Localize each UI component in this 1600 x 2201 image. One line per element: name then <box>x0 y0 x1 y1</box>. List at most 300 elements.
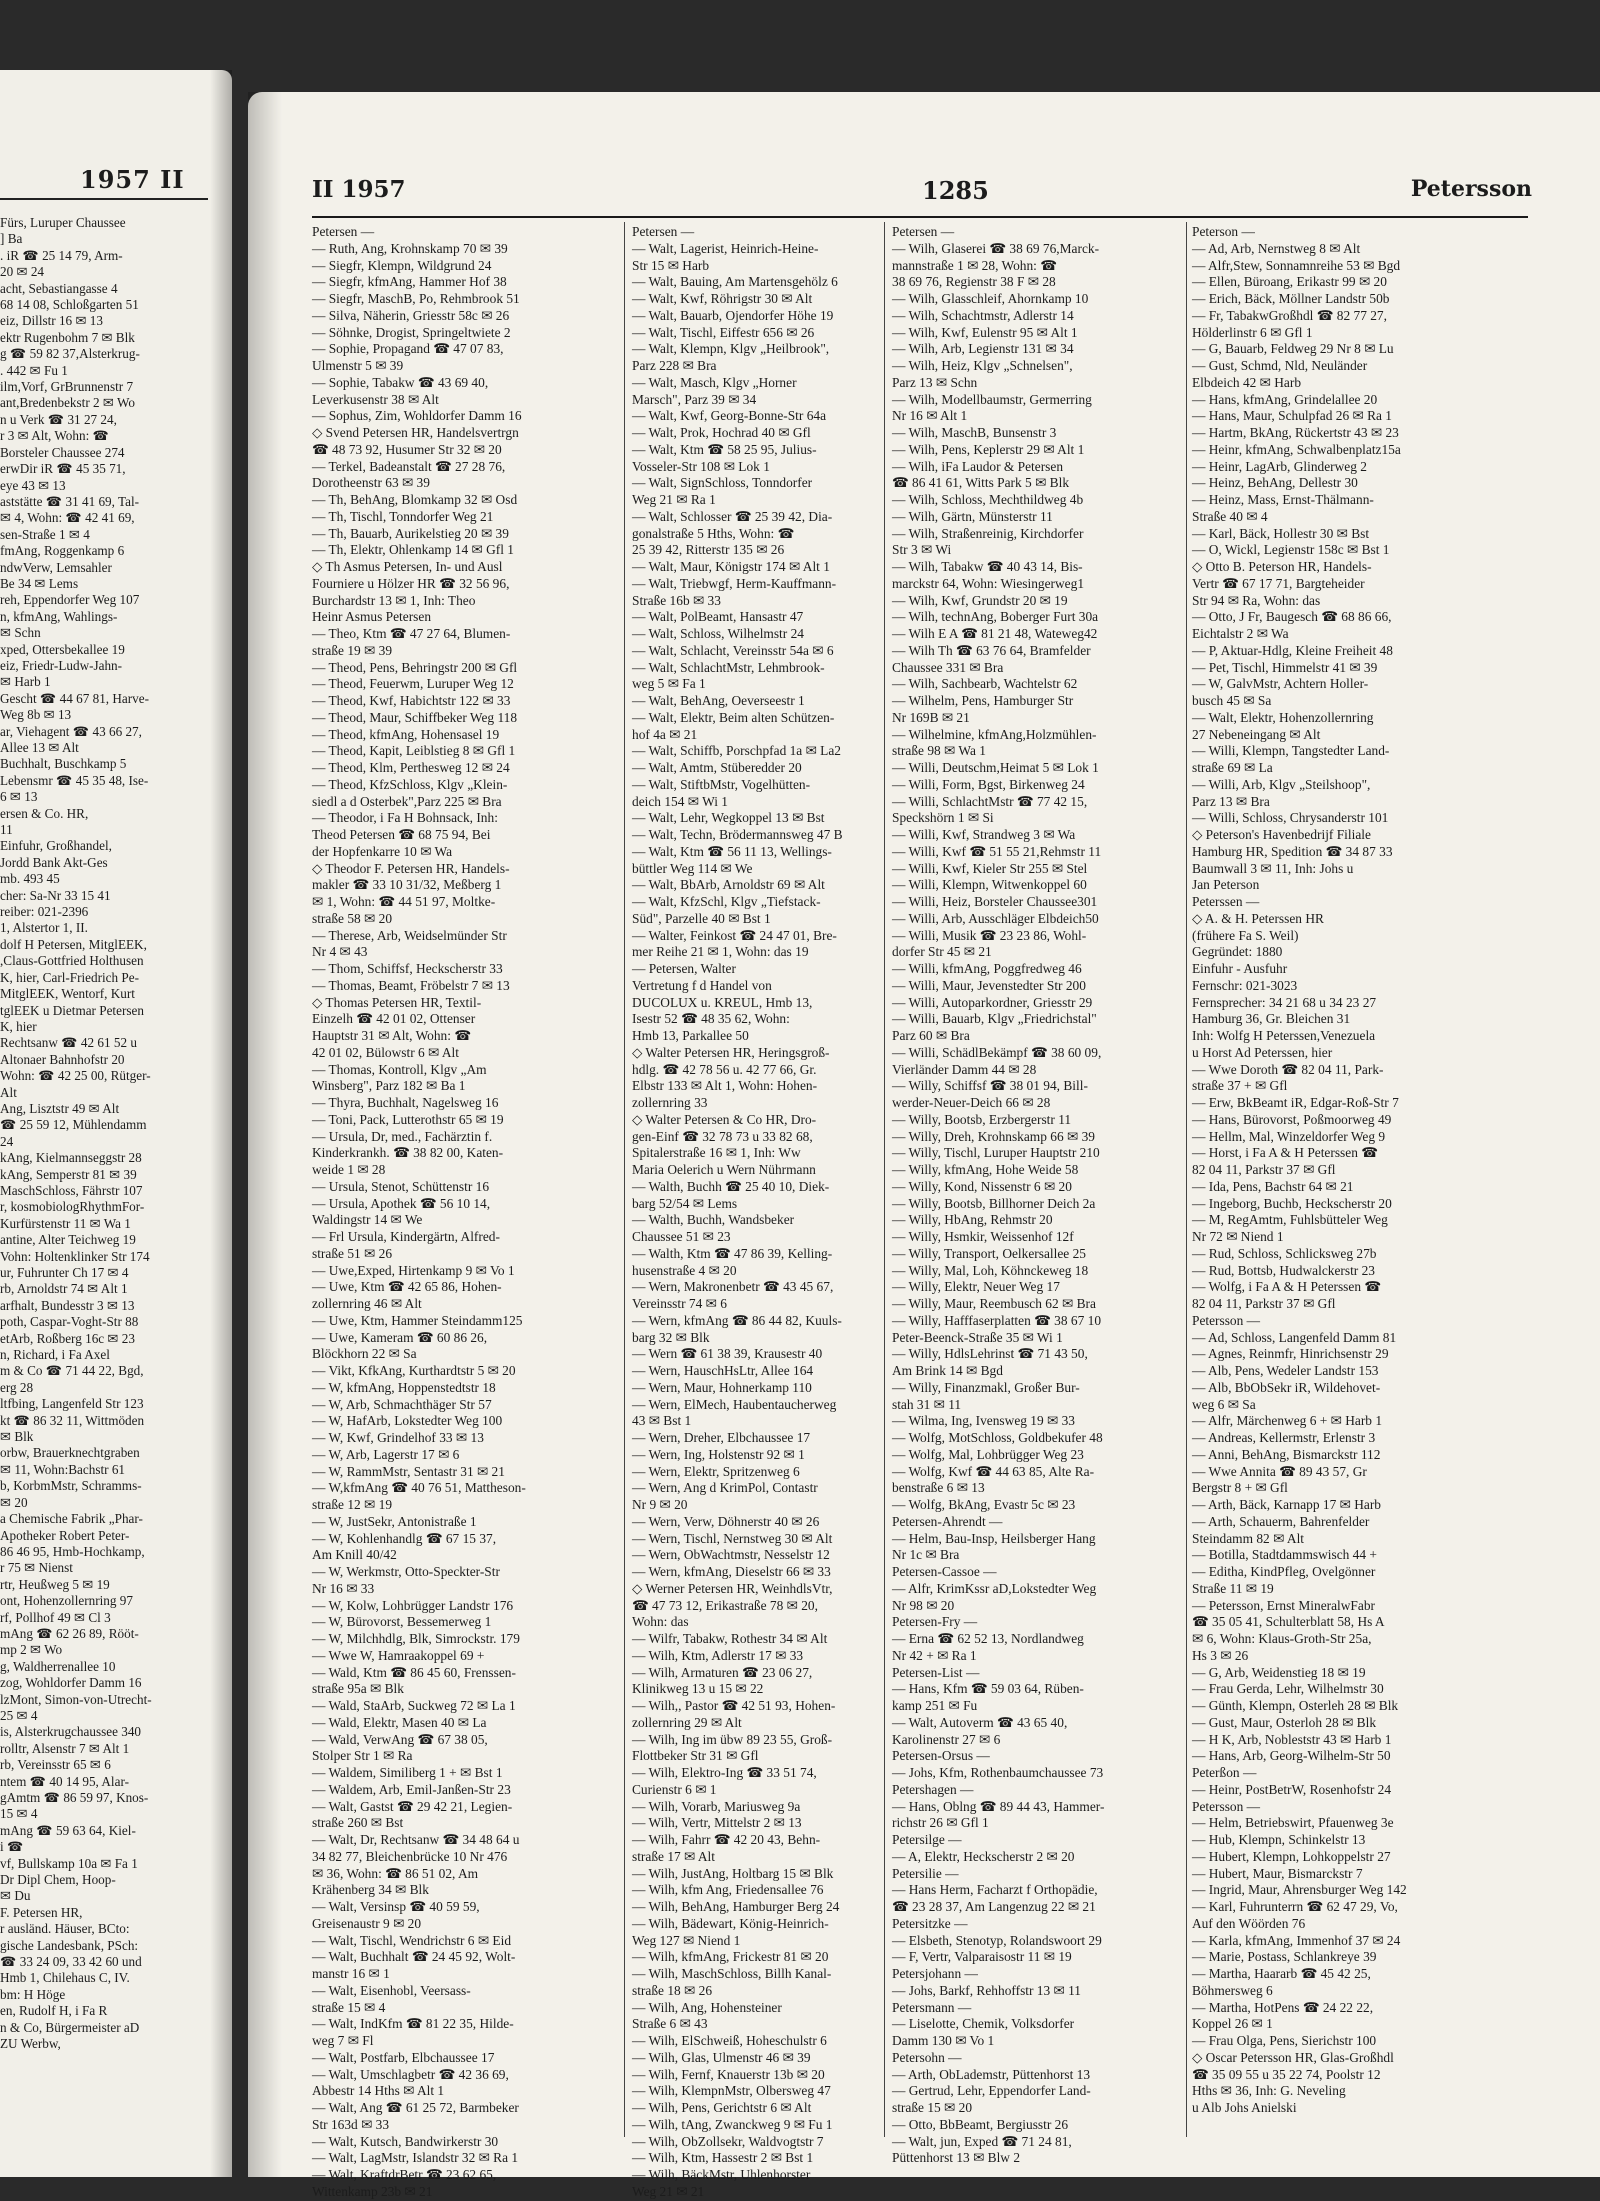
directory-entry-line: — Walt, Techn, Brödermannsweg 47 B <box>632 827 843 842</box>
directory-entry-line: b, KorbmMstr, Schramms- <box>0 1478 142 1494</box>
directory-entry-line: — Wilh, Armaturen ☎ 23 06 27, <box>632 1664 813 1680</box>
directory-entry-line: Parz 60 ✉ Bra <box>892 1028 970 1043</box>
directory-entry-line: der Hopfenkarre 10 ✉ Wa <box>312 843 453 859</box>
directory-entry-line: ZU Werbw, <box>0 2036 61 2052</box>
directory-entry-line: Petersson — <box>1192 1798 1261 1814</box>
directory-entry-line: ✉ 20 <box>0 1494 28 1510</box>
directory-entry-line: Petersen — <box>632 224 695 239</box>
directory-entry-line: n, Richard, i Fa Axel <box>0 1347 110 1363</box>
directory-entry-line: — Walt, Prok, Hochrad 40 ✉ Gfl <box>632 425 811 440</box>
directory-entry-line: Fernschr: 021-3023 <box>1192 977 1298 993</box>
directory-entry-line: — Theodor, i Fa H Bohnsack, Inh: <box>312 810 498 826</box>
directory-entry-line: straße 18 ✉ 26 <box>632 1982 713 1998</box>
directory-entry-line: — Wern, ObWachtmstr, Nesselstr 12 <box>632 1547 830 1563</box>
directory-entry-line: — Hans, Arb, Georg-Wilhelm-Str 50 <box>1192 1748 1391 1764</box>
directory-entry-line: Theod Petersen ☎ 68 75 94, Bei <box>312 827 491 842</box>
directory-entry-line: — Erich, Bäck, Möllner Landstr 50b <box>1192 291 1390 306</box>
directory-entry-line: — Hubert, Maur, Bismarckstr 7 <box>1192 1865 1363 1881</box>
directory-entry-line: g, Waldherrenallee 10 <box>0 1658 116 1674</box>
directory-entry-line: — Theod, Kwf, Habichtstr 122 ✉ 33 <box>312 693 511 708</box>
directory-entry-line: — Otto, J Fr, Baugesch ☎ 68 86 66, <box>1192 609 1392 625</box>
directory-entry-line: — Therese, Arb, Weidselmünder Str <box>312 927 507 943</box>
directory-entry-line: straße 260 ✉ Bst <box>312 1815 404 1831</box>
directory-entry-line: — Heinz, BehAng, Dellestr 30 <box>1192 475 1358 491</box>
directory-entry-line: — Willy, Maur, Reembusch 62 ✉ Bra <box>892 1296 1096 1311</box>
directory-entry-line: erwDir iR ☎ 45 35 71, <box>0 461 126 477</box>
directory-entry-line: Parz 228 ✉ Bra <box>632 358 717 373</box>
directory-entry-line: is, Alsterkrugchaussee 340 <box>0 1724 142 1740</box>
directory-entry-line: Hamburg HR, Spedition ☎ 34 87 33 <box>1192 843 1393 859</box>
directory-entry-line: straße 12 ✉ 19 <box>312 1497 393 1512</box>
directory-entry-line: — Wilh, ObZollsekr, Waldvogtstr 7 <box>632 2133 824 2149</box>
directory-entry-line: — Wilh, technAng, Boberger Furt 30a <box>892 609 1099 625</box>
directory-entry-line: Straße 16b ✉ 33 <box>632 592 721 608</box>
directory-entry-line: — Wilh, JustAng, Holtbarg 15 ✉ Blk <box>632 1865 834 1881</box>
directory-entry-line: reiber: 021-2396 <box>0 904 89 920</box>
directory-entry-line: Peterssen — <box>1192 894 1260 909</box>
directory-entry-line: Str 15 ✉ Harb <box>632 257 710 273</box>
directory-entry-line: — Wilh, Pens, Keplerstr 29 ✉ Alt 1 <box>892 441 1085 457</box>
directory-entry-line: — Wilh, kfmAng, Frickestr 81 ✉ 20 <box>632 1949 829 1965</box>
directory-entry-line: zollernring 46 ✉ Alt <box>312 1296 422 1311</box>
directory-entry-line: 15 ✉ 4 <box>0 1806 38 1822</box>
directory-entry-line: ☎ 47 73 12, Erikastraße 78 ✉ 20, <box>632 1597 818 1613</box>
directory-entry-line: — Wilhelm, Pens, Hamburger Str <box>892 693 1074 708</box>
directory-entry-line: — Walt, Elektr, Beim alten Schützen- <box>632 709 835 725</box>
directory-entry-line: — Wwe W, Hamraakoppel 69 + <box>312 1647 485 1663</box>
directory-entry-line: eiz, Dillstr 16 ✉ 13 <box>0 313 103 329</box>
directory-entry-line: Karolinenstr 27 ✉ 6 <box>892 1731 1001 1747</box>
directory-entry-line: MitglEEK, Wentorf, Kurt <box>0 986 135 1002</box>
directory-entry-line: — W, RammMstr, Sentastr 31 ✉ 21 <box>312 1463 505 1479</box>
directory-entry-line: Weg 21 ✉ Ra 1 <box>632 492 716 507</box>
directory-entry-line: acht, Sebastiangasse 4 <box>0 280 118 296</box>
directory-entry-line: ◇ Werner Petersen HR, WeinhdlsVtr, <box>632 1580 833 1596</box>
directory-entry-line: K, hier, Carl-Friedrich Pe- <box>0 969 139 985</box>
directory-entry-line: — Wolfg, Mal, Lohbrügger Weg 23 <box>892 1446 1084 1462</box>
directory-entry-line: Fernsprecher: 34 21 68 u 34 23 27 <box>1192 994 1377 1010</box>
directory-entry-line: dolf H Petersen, MitglEEK, <box>0 936 147 952</box>
directory-entry-line: Greisenaustr 9 ✉ 20 <box>312 1915 422 1931</box>
directory-entry-line: r ausländ. Häuser, BCto: <box>0 1921 130 1937</box>
directory-entry-line: Petersen — <box>892 224 955 239</box>
directory-entry-line: — Walt, Postfarb, Elbchaussee 17 <box>312 2049 495 2065</box>
directory-entry-line: 42 01 02, Bülowstr 6 ✉ Alt <box>312 1044 459 1060</box>
directory-entry-line: — Wern, Tischl, Nernstweg 30 ✉ Alt <box>632 1530 833 1546</box>
directory-entry-line: Wohn: ☎ 42 25 00, Rütger- <box>0 1068 151 1084</box>
directory-entry-line: — Alfr, Märchenweg 6 + ✉ Harb 1 <box>1192 1413 1383 1429</box>
directory-entry-line: — Walt, IndKfm ☎ 81 22 35, Hilde- <box>312 2016 514 2032</box>
directory-entry-line: — W, Werkmstr, Otto-Speckter-Str <box>312 1564 500 1579</box>
directory-entry-line: — Walt, BehAng, Oeverseestr 1 <box>632 693 805 708</box>
directory-entry-line: — Heinz, Mass, Ernst-Thälmann- <box>1192 492 1374 507</box>
directory-entry-line: — Walt, Dr, Rechtsanw ☎ 34 48 64 u <box>312 1832 520 1847</box>
directory-entry-line: Alt <box>0 1084 17 1100</box>
directory-entry-line: — Wilh, Straßenreinig, Kirchdorfer <box>892 525 1084 541</box>
directory-entry-line: — Siegfr, MaschB, Po, Rehmbrook 51 <box>312 291 520 306</box>
directory-entry-line: — Ellen, Büroang, Erikastr 99 ✉ 20 <box>1192 274 1387 290</box>
directory-entry-line: ✉ 4, Wohn: ☎ 42 41 69, <box>0 510 135 526</box>
directory-entry-line: — G, Arb, Weidenstieg 18 ✉ 19 <box>1192 1664 1366 1680</box>
directory-entry-line: Hamburg 36, Gr. Bleichen 31 <box>1192 1011 1351 1027</box>
directory-entry-line: — Frau Gerda, Lehr, Wilhelmstr 30 <box>1192 1681 1384 1697</box>
directory-entry-line: — Söhnke, Drogist, Springeltwiete 2 <box>312 324 511 340</box>
directory-entry-line: straße 17 ✉ Alt <box>632 1848 715 1864</box>
directory-entry-line: — Frau Olga, Pens, Sierichstr 100 <box>1192 2033 1377 2048</box>
directory-entry-line: Einzelh ☎ 42 01 02, Ottenser <box>312 1011 476 1027</box>
directory-entry-line: 1, Alstertor 1, II. <box>0 920 88 936</box>
directory-entry-line: straße 51 ✉ 26 <box>312 1245 393 1261</box>
directory-entry-line: — Wilh, Arb, Legienstr 131 ✉ 34 <box>892 341 1074 357</box>
directory-entry-line: Vertr ☎ 67 17 71, Bargteheider <box>1192 575 1365 591</box>
directory-entry-line: — Walth, Ktm ☎ 47 86 39, Kelling- <box>632 1245 833 1261</box>
directory-entry-line: — Walt, Lagerist, Heinrich-Heine- <box>632 240 819 256</box>
directory-entry-line: — Wern, Elektr, Spritzenweg 6 <box>632 1463 800 1479</box>
directory-entry-line: — Waldem, Arb, Emil-Janßen-Str 23 <box>312 1781 511 1797</box>
directory-entry-line: — Willy, Kond, Nissenstr 6 ✉ 20 <box>892 1178 1072 1194</box>
directory-entry-line: Petersilie — <box>892 1865 959 1881</box>
directory-entry-line: dorfer Str 45 ✉ 21 <box>892 944 992 960</box>
directory-entry-line: — G, Bauarb, Feldweg 29 Nr 8 ✉ Lu <box>1192 341 1394 357</box>
directory-entry-line: r 75 ✉ Nienst <box>0 1560 73 1576</box>
directory-entry-line: Nr 98 ✉ 20 <box>892 1597 955 1613</box>
directory-entry-line: — W, GalvMstr, Achtern Holler- <box>1192 676 1369 692</box>
directory-entry-line: — Willi, Kwf ☎ 51 55 21,Rehmstr 11 <box>892 843 1102 859</box>
directory-entry-line: Klinikweg 13 u 15 ✉ 22 <box>632 1681 764 1697</box>
directory-entry-line: Leverkusenstr 38 ✉ Alt <box>312 391 439 407</box>
directory-entry-line: mer Reihe 21 ✉ 1, Wohn: das 19 <box>632 944 809 960</box>
directory-entry-line: — Thomas, Kontroll, Klgv „Am <box>312 1061 487 1077</box>
directory-entry-line: Petersen — <box>312 224 375 239</box>
directory-entry-line: weide 1 ✉ 28 <box>312 1162 386 1177</box>
page-curve-shadow <box>248 92 282 2177</box>
directory-entry-line: rf, Pollhof 49 ✉ Cl 3 <box>0 1609 111 1625</box>
directory-entry-line: DUCOLUX u. KREUL, Hmb 13, <box>632 994 813 1010</box>
directory-entry-line: fmAng, Roggenkamp 6 <box>0 543 125 559</box>
directory-entry-line: — H K, Arb, Nobleststr 43 ✉ Harb 1 <box>1192 1731 1392 1747</box>
directory-entry-line: — Wilh, Schloss, Mechthildweg 4b <box>892 492 1084 507</box>
directory-entry-line: — Gertrud, Lehr, Eppendorfer Land- <box>892 2083 1091 2099</box>
directory-entry-line: 6 ✉ 13 <box>0 789 38 805</box>
directory-entry-line: — Sophie, Tabakw ☎ 43 69 40, <box>312 374 489 390</box>
directory-entry-line: — Wern, Verw, Döhnerstr 40 ✉ 26 <box>632 1513 820 1529</box>
directory-entry-line: — W, Kohlenhandlg ☎ 67 15 37, <box>312 1530 497 1546</box>
directory-entry-line: — Ida, Pens, Bachstr 64 ✉ 21 <box>1192 1178 1354 1194</box>
directory-entry-line: — Johs, Kfm, Rothenbaumchaussee 73 <box>892 1765 1104 1780</box>
directory-entry-line: — Wilh, Tabakw ☎ 40 43 14, Bis- <box>892 559 1083 574</box>
directory-entry-line: Blöckhorn 22 ✉ Sa <box>312 1346 417 1362</box>
directory-entry-line: MaschSchloss, Fährstr 107 <box>0 1182 143 1198</box>
directory-entry-line: Petersen-Orsus — <box>892 1748 990 1764</box>
directory-entry-line: Weg 127 ✉ Niend 1 <box>632 1932 741 1948</box>
directory-entry-line: — Wilh, Vorarb, Mariusweg 9a <box>632 1798 801 1814</box>
directory-entry-line: — Wald, VerwAng ☎ 67 38 05, <box>312 1731 488 1747</box>
directory-entry-line: — Wilfr, Tabakw, Rothestr 34 ✉ Alt <box>632 1631 828 1646</box>
directory-entry-line: — Walt, Bauing, Am Martensgehölz 6 <box>632 274 838 290</box>
directory-entry-line: Petersitzke — <box>892 1915 968 1931</box>
directory-entry-line: — Walt, KraftdrBetr ☎ 23 62 65, <box>312 2167 497 2182</box>
directory-entry-line: ☎ 35 09 55 u 35 22 74, Poolstr 12 <box>1192 2066 1381 2082</box>
directory-entry-line: — Walt, Tischl, Eiffestr 656 ✉ 26 <box>632 324 815 340</box>
directory-entry-line: — Erna ☎ 62 52 13, Nordlandweg <box>892 1631 1084 1646</box>
directory-entry-line: Petersilge — <box>892 1832 962 1847</box>
directory-entry-line: 27 Nebeneingang ✉ Alt <box>1192 726 1321 742</box>
directory-entry-line: ur, Fuhrunter Ch 17 ✉ 4 <box>0 1265 129 1280</box>
directory-entry-line: Gescht ☎ 44 67 81, Harve- <box>0 690 149 706</box>
directory-entry-line: — Walt, Gastst ☎ 29 42 21, Legien- <box>312 1798 513 1814</box>
directory-entry-line: — Wilh, kfm Ang, Friedensallee 76 <box>632 1882 824 1898</box>
directory-entry-line: — Walth, Buchh ☎ 25 40 10, Diek- <box>632 1178 830 1194</box>
directory-entry-line: — Silva, Näherin, Griesstr 58c ✉ 26 <box>312 307 510 323</box>
directory-entry-line: — W, kfmAng, Hoppenstedtstr 18 <box>312 1379 496 1395</box>
directory-entry-line: Be 34 ✉ Lems <box>0 575 79 591</box>
directory-entry-line: Hths ✉ 36, Inh: G. Neveling <box>1192 2083 1346 2099</box>
directory-entry-line: Spitalerstraße 16 ✉ 1, Inh: Ww <box>632 1145 801 1161</box>
directory-entry-line: — Walt, LagMstr, Islandstr 32 ✉ Ra 1 <box>312 2150 519 2166</box>
directory-entry-line: Buchhalt, Buschkamp 5 <box>0 756 127 772</box>
directory-entry-line: Chaussee 331 ✉ Bra <box>892 659 1004 675</box>
directory-entry-line: — Karl, Fuhrunterrn ☎ 62 47 29, Vo, <box>1192 1899 1398 1914</box>
directory-entry-line: — Wilh Th ☎ 63 76 64, Bramfelder <box>892 642 1091 658</box>
directory-entry-line: — Willi, Kwf, Kieler Str 255 ✉ Stel <box>892 860 1088 876</box>
directory-entry-line: eye 43 ✉ 13 <box>0 477 66 493</box>
directory-entry-line: m & Co ☎ 71 44 22, Bgd, <box>0 1363 144 1379</box>
directory-entry-line: rb, Vereinsstr 65 ✉ 6 <box>0 1757 111 1773</box>
directory-entry-line: Petersen-Cassoe — <box>892 1564 997 1579</box>
directory-entry-line: — Walt, Maur, Königstr 174 ✉ Alt 1 <box>632 559 830 574</box>
directory-entry-line: — Th, Tischl, Tonndorfer Weg 21 <box>312 508 494 524</box>
directory-entry-line: Hauptstr 31 ✉ Alt, Wohn: ☎ <box>312 1028 471 1043</box>
directory-entry-line: — Th, BehAng, Blomkamp 32 ✉ Osd <box>312 492 518 507</box>
directory-entry-line: i ☎ <box>0 1839 24 1855</box>
directory-entry-line: — Ingeborg, Buchb, Heckscherstr 20 <box>1192 1195 1392 1211</box>
directory-entry-line: 25 39 42, Ritterstr 135 ✉ 26 <box>632 542 785 558</box>
directory-entry-line: — O, Wickl, Legienstr 158c ✉ Bst 1 <box>1192 542 1390 558</box>
directory-entry-line: — Helm, Bau-Insp, Heilsberger Hang <box>892 1530 1096 1546</box>
directory-entry-line: Eichtalstr 2 ✉ Wa <box>1192 626 1289 641</box>
directory-entry-line: — Wilh, Heiz, Klgv „Schnelsen", <box>892 358 1073 373</box>
directory-entry-line: — W,kfmAng ☎ 40 76 51, Mattheson- <box>312 1480 526 1496</box>
directory-entry-line: xped, Ottersbekallee 19 <box>0 641 125 657</box>
directory-entry-line: ltfbing, Langenfeld Str 123 <box>0 1396 144 1412</box>
directory-entry-line: Elbstr 133 ✉ Alt 1, Wohn: Hohen- <box>632 1078 818 1094</box>
directory-entry-line: — Marie, Postass, Schlankreye 39 <box>1192 1949 1377 1965</box>
directory-entry-line: Nr 16 ✉ 33 <box>312 1580 375 1596</box>
directory-entry-line: — Frl Ursula, Kindergärtn, Alfred- <box>312 1229 500 1244</box>
directory-entry-line: — W, JustSekr, Antonistraße 1 <box>312 1513 477 1529</box>
directory-entry-line: rtr, Heußweg 5 ✉ 19 <box>0 1576 110 1592</box>
directory-entry-line: — A, Elektr, Heckscherstr 2 ✉ 20 <box>892 1848 1075 1864</box>
directory-entry-line: ◇ Theodor F. Petersen HR, Handels- <box>312 860 510 876</box>
previous-page-column <box>0 215 205 2053</box>
directory-entry-line: — Walt, Elektr, Hohenzollernring <box>1192 709 1374 725</box>
directory-entry-line: Fürs, Luruper Chaussee <box>0 215 126 230</box>
directory-entry-line: kAng, Kielmannseggstr 28 <box>0 1150 142 1166</box>
directory-entry-line: — Walt, Ktm ☎ 58 25 95, Julius- <box>632 441 817 457</box>
directory-entry-line: — Willy, Bootsb, Billhorner Deich 2a <box>892 1195 1096 1211</box>
directory-entry-line: Vereinsstr 74 ✉ 6 <box>632 1296 727 1311</box>
directory-entry-line: ◇ Th Asmus Petersen, In- und Ausl <box>312 559 503 574</box>
directory-entry-line: Burchardstr 13 ✉ 1, Inh: Theo <box>312 592 476 608</box>
directory-entry-line: busch 45 ✉ Sa <box>1192 693 1272 708</box>
directory-entry-line: straße 15 ✉ 4 <box>312 1999 386 2015</box>
directory-entry-line: ◇ Walter Petersen & Co HR, Dro- <box>632 1111 817 1127</box>
directory-entry-line: Stolper Str 1 ✉ Ra <box>312 1748 413 1764</box>
directory-entry-line: — Wald, StaArb, Suckweg 72 ✉ La 1 <box>312 1698 516 1713</box>
directory-entry-line: — Pet, Tischl, Himmelstr 41 ✉ 39 <box>1192 659 1378 675</box>
directory-entry-line: Petersmann — <box>892 1999 972 2015</box>
directory-entry-line: — Walt, Schiffb, Porschpfad 1a ✉ La2 <box>632 743 841 759</box>
directory-entry-line: — Willi, SchädlBekämpf ☎ 38 60 09, <box>892 1044 1102 1060</box>
directory-entry-line: ✉ 36, Wohn: ☎ 86 51 02, Am <box>312 1865 479 1881</box>
directory-entry-line: ntem ☎ 40 14 95, Alar- <box>0 1773 129 1789</box>
directory-entry-line: Auf den Wöörden 76 <box>1192 1915 1306 1931</box>
directory-entry-line: — Willy, kfmAng, Hohe Weide 58 <box>892 1162 1079 1177</box>
directory-entry-line: — Hartm, BkAng, Rückertstr 43 ✉ 23 <box>1192 425 1399 440</box>
directory-entry-line: — Walt, Buchhalt ☎ 24 45 92, Wolt- <box>312 1949 516 1965</box>
directory-entry-line: 34 82 77, Bleichenbrücke 10 Nr 476 <box>312 1848 508 1864</box>
directory-entry-line: Weg 21 ✉ 21 <box>632 2183 705 2199</box>
directory-entry-line: — Willy, Schiffsf ☎ 38 01 94, Bill- <box>892 1078 1088 1094</box>
directory-entry-line: — Waldem, Similiberg 1 + ✉ Bst 1 <box>312 1765 503 1780</box>
directory-entry-line: . 442 ✉ Fu 1 <box>0 362 68 378</box>
directory-entry-line: — Botilla, Stadtdammswisch 44 + <box>1192 1547 1377 1563</box>
directory-entry-line: — Hubert, Klempn, Lohkoppelstr 27 <box>1192 1848 1391 1864</box>
directory-entry-line: Curienstr 6 ✉ 1 <box>632 1781 717 1797</box>
directory-entry-line: — Willy, Transport, Oelkersallee 25 <box>892 1245 1086 1261</box>
directory-entry-line: — Willi, Bauarb, Klgv „Friedrichstal" <box>892 1011 1097 1027</box>
directory-entry-line: mb. 493 45 <box>0 871 60 887</box>
directory-entry-line: Parz 13 ✉ Bra <box>1192 793 1270 809</box>
directory-entry-line: tglEEK u Dietmar Petersen <box>0 1002 144 1018</box>
directory-entry-line: Kurfürstenstr 11 ✉ Wa 1 <box>0 1215 131 1231</box>
directory-entry-line: — W, Bürovorst, Bessemerweg 1 <box>312 1614 492 1630</box>
directory-entry-line: Vierländer Damm 44 ✉ 28 <box>892 1061 1037 1077</box>
directory-entry-line: — Wern, Maur, Hohnerkamp 110 <box>632 1379 812 1395</box>
directory-entry-line: Abbestr 14 Hths ✉ Alt 1 <box>312 2083 445 2099</box>
directory-entry-line: — W, Milchhdlg, Blk, Simrockstr. 179 <box>312 1631 520 1646</box>
directory-entry-line: en, Rudolf H, i Fa R <box>0 2003 108 2019</box>
directory-entry-line: — Willi, Schloss, Chrysanderstr 101 <box>1192 810 1389 826</box>
directory-entry-line: — Walt, Versinsp ☎ 40 59 59, <box>312 1899 480 1914</box>
directory-entry-line: Parz 13 ✉ Schn <box>892 374 978 390</box>
directory-entry-line: — Sophie, Propagand ☎ 47 07 83, <box>312 341 504 357</box>
directory-entry-line: a Chemische Fabrik „Phar- <box>0 1511 143 1527</box>
column-divider <box>1186 222 1187 2137</box>
directory-entry-line: F. Petersen HR, <box>0 1904 83 1920</box>
directory-entry-line: — W, HafArb, Lokstedter Weg 100 <box>312 1413 503 1429</box>
directory-entry-line: Krähenberg 34 ✉ Blk <box>312 1882 429 1898</box>
directory-entry-line: Peter-Beenck-Straße 35 ✉ Wi 1 <box>892 1329 1063 1345</box>
directory-entry-line: — Willy, Bootsb, Erzbergerstr 11 <box>892 1111 1072 1127</box>
directory-entry-line: ar, Viehagent ☎ 43 66 27, <box>0 723 142 739</box>
directory-entry-line: g ☎ 59 82 37,Alsterkrug- <box>0 346 140 362</box>
directory-entry-line: — Walt, PolBeamt, Hansastr 47 <box>632 609 804 625</box>
directory-entry-line: — Willy, HbAng, Rehmstr 20 <box>892 1212 1053 1228</box>
directory-entry-line: ☎ 48 73 92, Husumer Str 32 ✉ 20 <box>312 441 502 457</box>
directory-entry-line: Heinr Asmus Petersen <box>312 609 432 625</box>
directory-entry-line: — Wern, Ang d KrimPol, Contastr <box>632 1480 818 1496</box>
directory-entry-line: — Wilh,, Pastor ☎ 42 51 93, Hohen- <box>632 1698 836 1713</box>
directory-entry-line: — Wilma, Ing, Ivensweg 19 ✉ 33 <box>892 1413 1075 1429</box>
directory-entry-line: — Walt, Lehr, Wegkoppel 13 ✉ Bst <box>632 810 825 826</box>
directory-entry-line: Wohn: das <box>632 1614 689 1630</box>
directory-entry-line: — Wilh, iFa Laudor & Petersen <box>892 458 1064 474</box>
directory-entry-line: — Sophus, Zim, Wohldorfer Damm 16 <box>312 408 522 424</box>
directory-entry-line: straße 19 ✉ 39 <box>312 642 393 658</box>
directory-entry-line: — Willi, Maur, Jevenstedter Str 200 <box>892 977 1086 993</box>
page-number: 1285 <box>922 176 989 205</box>
directory-entry-line: (frühere Fa S. Weil) <box>1192 927 1299 943</box>
directory-entry-line: husenstraße 4 ✉ 20 <box>632 1262 737 1278</box>
directory-entry-line: — Wilh, MaschSchloss, Billh Kanal- <box>632 1966 832 1981</box>
directory-entry-line: Straße 40 ✉ 4 <box>1192 508 1268 524</box>
directory-entry-line: — Walt, Umschlagbetr ☎ 42 36 69, <box>312 2066 509 2082</box>
directory-entry-line: — Wilh, Bädewart, König-Heinrich- <box>632 1915 829 1931</box>
directory-entry-line: Dorotheenstr 63 ✉ 39 <box>312 475 430 491</box>
directory-entry-line: — Theod, Feuerwm, Luruper Weg 12 <box>312 676 514 692</box>
directory-entry-line: — Wilh, BäckMstr, Uhlenhorster <box>632 2167 811 2182</box>
directory-entry-line: vf, Bullskamp 10a ✉ Fa 1 <box>0 1855 138 1871</box>
directory-entry-line: — Wilh, Ang, Hohensteiner <box>632 1999 782 2015</box>
directory-entry-line: 20 ✉ 24 <box>0 264 45 280</box>
directory-entry-line: — Willi, Arb, Ausschläger Elbdeich50 <box>892 910 1099 926</box>
directory-entry-line: — Willi, Heiz, Borsteler Chaussee301 <box>892 894 1098 909</box>
directory-entry-line: — Walt, Triebwgf, Herm-Kauffmann- <box>632 575 837 591</box>
directory-entry-line: — Wilh, Kwf, Eulenstr 95 ✉ Alt 1 <box>892 324 1078 340</box>
directory-entry-line: — Johs, Barkf, Rehhoffstr 13 ✉ 11 <box>892 1982 1082 1998</box>
directory-entry-line: — Theod, Kapit, Leiblstieg 8 ✉ Gfl 1 <box>312 743 516 759</box>
directory-entry-line: kamp 251 ✉ Fu <box>892 1698 978 1713</box>
directory-entry-line: — Alfr, KrimKssr aD,Lokstedter Weg <box>892 1580 1097 1596</box>
previous-page <box>0 70 232 2177</box>
directory-entry-line: Chaussee 51 ✉ 23 <box>632 1229 731 1244</box>
directory-entry-line: — Otto, BbBeamt, Bergiusstr 26 <box>892 2116 1069 2132</box>
directory-entry-line: zollernring 29 ✉ Alt <box>632 1714 742 1730</box>
directory-entry-line: Petershagen — <box>892 1781 974 1797</box>
directory-entry-line: 25 ✉ 4 <box>0 1707 38 1723</box>
directory-entry-line: — Ad, Schloss, Langenfeld Damm 81 <box>1192 1329 1397 1345</box>
directory-entry-line: werder-Neuer-Deich 66 ✉ 28 <box>892 1095 1051 1110</box>
directory-entry-line: — Petersen, Walter <box>632 961 736 976</box>
directory-entry-line: — Hans, Oblng ☎ 89 44 43, Hammer- <box>892 1798 1105 1814</box>
directory-entry-line: — Walt, Schlosser ☎ 25 39 42, Dia- <box>632 508 833 524</box>
directory-entry-line: — Theod, Pens, Behringstr 200 ✉ Gfl <box>312 659 518 675</box>
directory-entry-line: — Wilh, Fernf, Knauerstr 13b ✉ 20 <box>632 2066 825 2082</box>
directory-entry-line: — Walt, Kutsch, Bandwirkerstr 30 <box>312 2133 499 2149</box>
directory-entry-line: — Wern, kfmAng, Dieselstr 66 ✉ 33 <box>632 1564 831 1579</box>
directory-entry-line: gische Landesbank, PSch: <box>0 1937 139 1953</box>
directory-entry-line: — Willy, Finanzmakl, Großer Bur- <box>892 1379 1080 1395</box>
directory-entry-line: — Theo, Ktm ☎ 47 27 64, Blumen- <box>312 626 511 641</box>
directory-entry-line: — Wern, ElMech, Haubentaucherweg <box>632 1396 837 1412</box>
directory-entry-line: — Willi, Deutschm,Heimat 5 ✉ Lok 1 <box>892 760 1099 775</box>
directory-entry-line: — Ruth, Ang, Krohnskamp 70 ✉ 39 <box>312 240 508 256</box>
directory-entry-line: — Arth, Bäck, Karnapp 17 ✉ Harb <box>1192 1497 1381 1512</box>
directory-entry-line: — Walt, BbArb, Arnoldstr 69 ✉ Alt <box>632 877 825 893</box>
directory-entry-line: kAng, Semperstr 81 ✉ 39 <box>0 1166 137 1182</box>
directory-entry-line: ◇ A. & H. Peterssen HR <box>1192 910 1324 926</box>
directory-entry-line: — Walter, Feinkost ☎ 24 47 01, Bre- <box>632 927 837 943</box>
previous-page-header: 1957 II <box>80 165 185 194</box>
directory-entry-line: n u Verk ☎ 31 27 24, <box>0 411 117 427</box>
directory-entry-line: Bergstr 8 + ✉ Gfl <box>1192 1480 1288 1496</box>
directory-entry-line: — Martha, HotPens ☎ 24 22 22, <box>1192 1999 1374 2015</box>
directory-entry-line: ersen & Co. HR, <box>0 805 89 821</box>
directory-entry-line: — Wilh E A ☎ 81 21 48, Wateweg42 <box>892 626 1098 641</box>
directory-entry-line: 82 04 11, Parkstr 37 ✉ Gfl <box>1192 1162 1336 1177</box>
directory-entry-line: Peterson — <box>1192 224 1255 239</box>
